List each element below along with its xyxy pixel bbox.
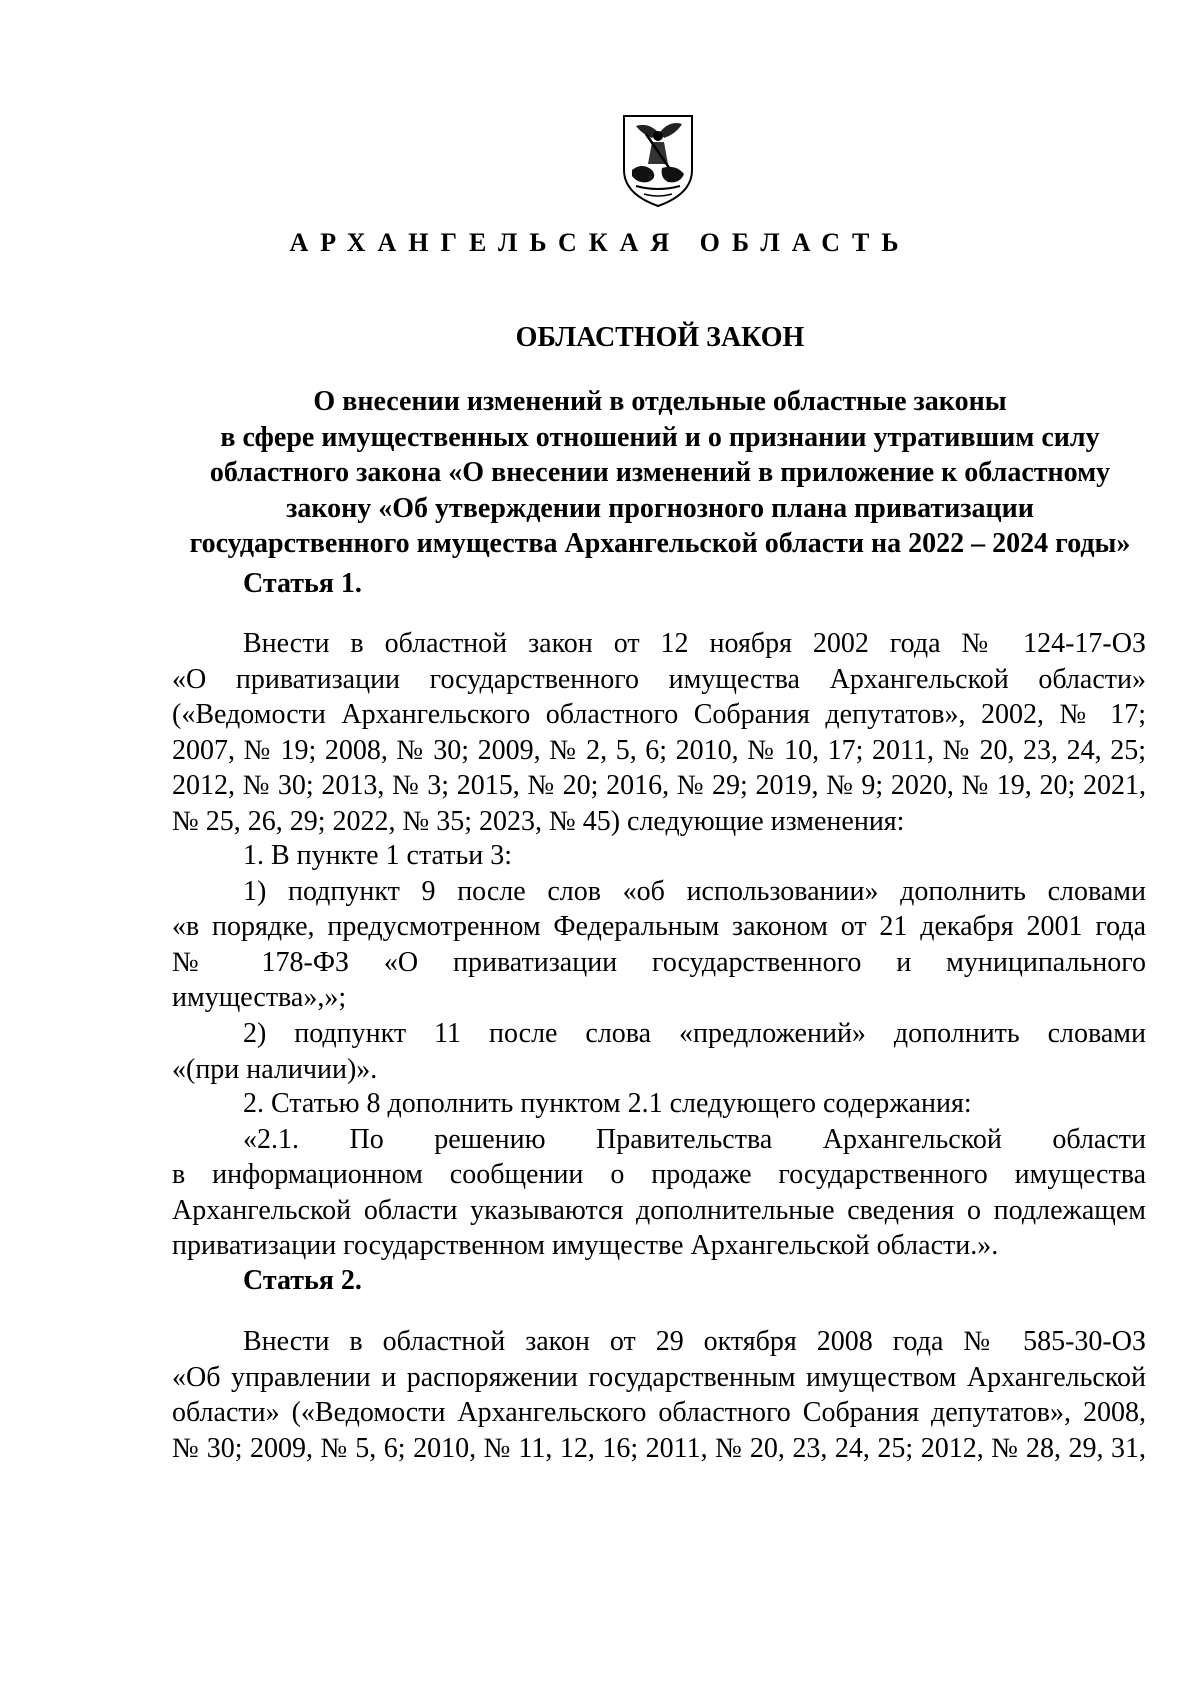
law-title-line: в сфере имущественных отношений и о признании утратившим силу	[220, 421, 1100, 453]
law-title-line: государственного имущества Архангельской области на 2022 – 2024 годы»	[189, 528, 1131, 559]
article-1-item-1	[172, 838, 1146, 1087]
text-line: Архангельской области указываются дополнительные сведения о подлежащем	[172, 1194, 1146, 1226]
article-2-intro	[172, 1324, 1146, 1466]
text-line: «Об управлении и распоряжении государственным имуществом Архангельской	[172, 1361, 1146, 1393]
text-line: 2. Статью 8 дополнить пунктом 2.1 следующего содержания:	[243, 1088, 972, 1119]
article-1-intro	[172, 626, 1146, 840]
text-line: («Ведомости Архангельского областного Собрания депутатов», 2002, № 17;	[172, 699, 1146, 731]
text-line: 2007, № 19; 2008, № 30; 2009, № 2, 5, 6; 2010, № 10, 17; 2011, № 20, 23, 24, 25;	[172, 734, 1146, 766]
text-line: «в порядке, предусмотренном Федеральным законом от 21 декабря 2001 года	[172, 911, 1146, 943]
text-line: Внести в областной закон от 29 октября 2008 года № 585-30-ОЗ	[243, 1326, 1146, 1357]
law-kind-heading: ОБЛАСТНОЙ ЗАКОН	[515, 322, 805, 353]
law-title-line: областного закона «О внесении изменений в приложение к областному	[209, 457, 1111, 488]
region-name: АРХАНГЕЛЬСКАЯ ОБЛАСТЬ	[289, 228, 911, 257]
law-title	[174, 384, 1146, 562]
text-line: «(при наличии)».	[172, 1053, 378, 1085]
text-line: 2) подпункт 11 после слова «предложений» дополнить словами	[243, 1017, 1146, 1049]
text-line: «О приватизации государственного имущества Архангельской области»	[172, 663, 1146, 695]
law-title-line: закону «Об утверждении прогнозного плана приватизации	[286, 492, 1034, 524]
text-line: приватизации государственном имуществе Архангельской области.».	[172, 1230, 999, 1262]
text-line: имущества»,»;	[172, 982, 347, 1014]
arkhangelsk-coat-of-arms-icon	[618, 112, 698, 208]
text-line: Внести в областной закон от 12 ноября 2002 года № 124-17-ОЗ	[243, 628, 1146, 659]
text-line: 1. В пункте 1 статьи 3:	[243, 840, 513, 871]
text-line: № 25, 26, 29; 2022, № 35; 2023, № 45) следующие изменения:	[172, 805, 905, 837]
article-2-heading: Статья 2.	[243, 1265, 362, 1296]
text-line: 1) подпункт 9 после слов «об использовании» дополнить словами	[243, 875, 1146, 907]
text-line: № 30; 2009, № 5, 6; 2010, № 11, 12, 16; 2011, № 20, 23, 24, 25; 2012, № 28, 29, 31,	[172, 1432, 1146, 1464]
law-title-line: О внесении изменений в отдельные областные законы	[313, 386, 1007, 417]
article-1-item-2	[172, 1086, 1146, 1264]
text-line: в информационном сообщении о продаже государственного имущества	[172, 1159, 1146, 1191]
text-line: области» («Ведомости Архангельского областного Собрания депутатов», 2008,	[172, 1397, 1146, 1429]
text-line: 2012, № 30; 2013, № 3; 2015, № 20; 2016, № 29; 2019, № 9; 2020, № 19, 20; 2021,	[172, 770, 1146, 802]
text-line: № 178-ФЗ «О приватизации государственного и муниципального	[172, 946, 1146, 978]
text-line: «2.1. По решению Правительства Архангельской области	[243, 1123, 1146, 1155]
article-1-heading: Статья 1.	[243, 568, 362, 599]
